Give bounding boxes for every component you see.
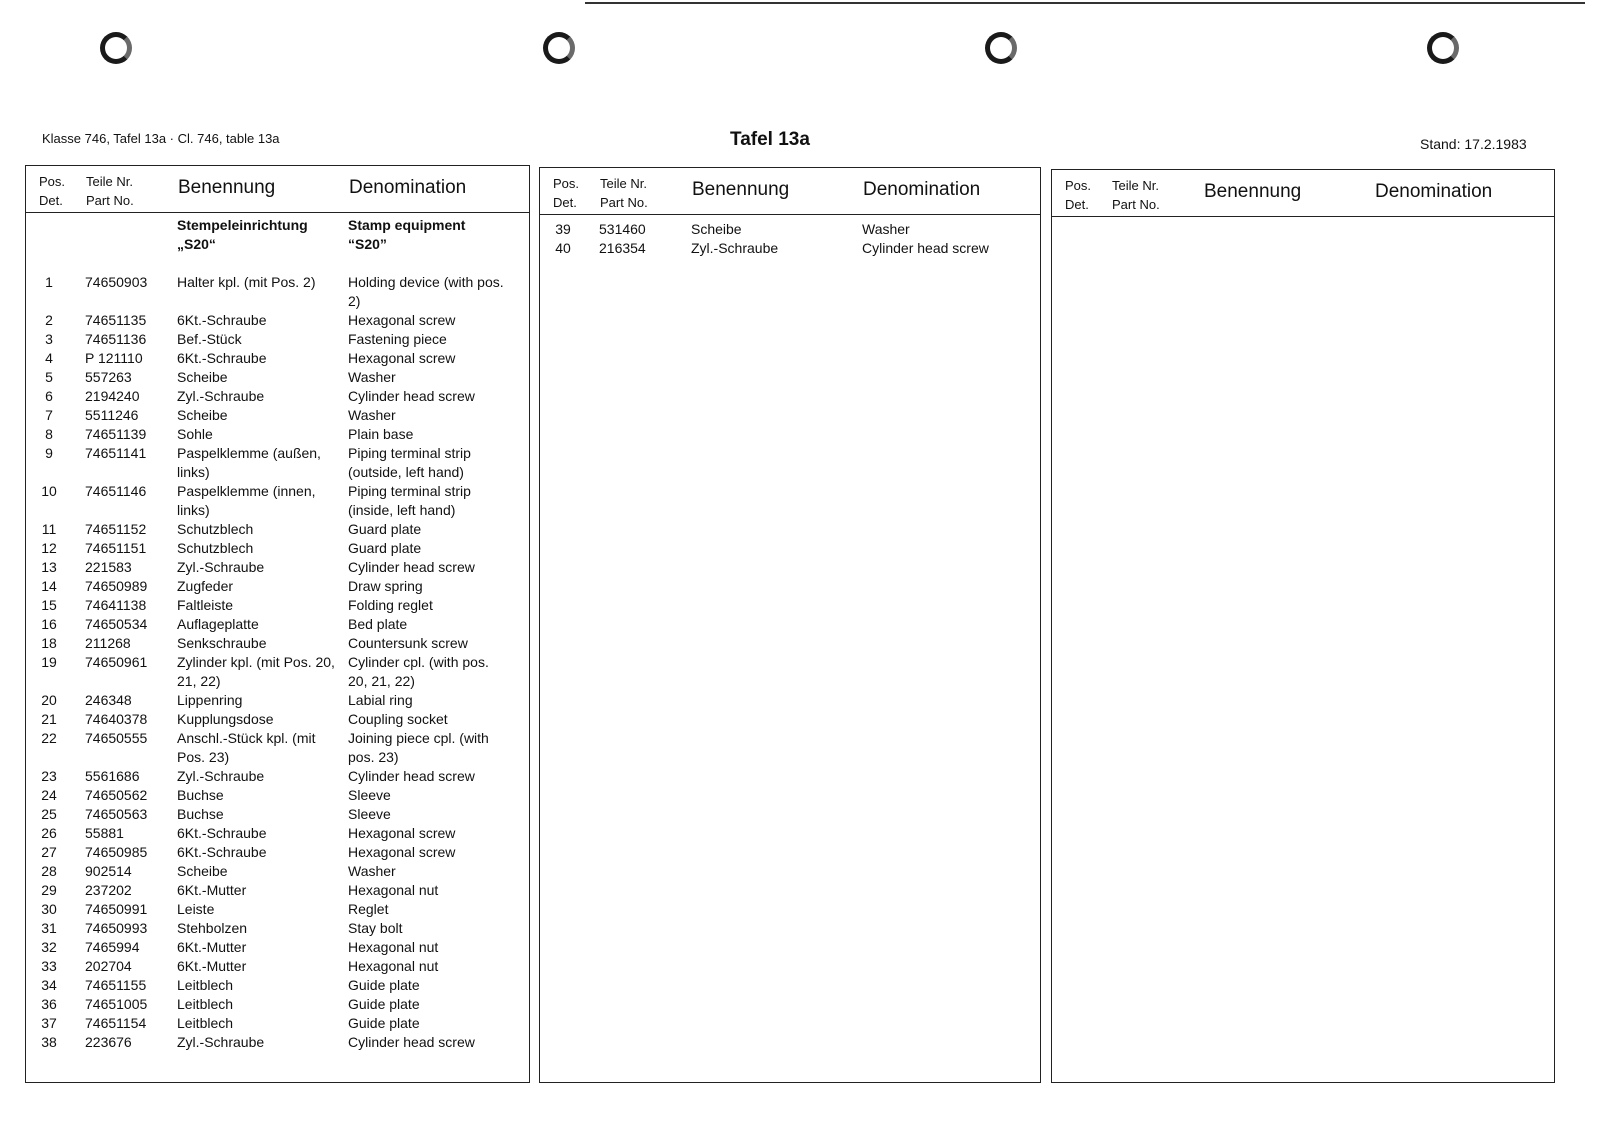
benennung-cell: Leitblech [177,977,234,993]
table-row [26,406,529,425]
denomination-cell: Guard plate [348,540,422,556]
part-no-header: Teile Nr. Part No. [1112,178,1160,212]
part-no-cell: 74650991 [85,901,148,917]
benennung-cell: Zyl.-Schraube [177,559,265,575]
table-row [26,919,529,938]
benennung-cell: 6Kt.-Schraube [177,825,267,841]
pos-cell: 1 [45,274,53,290]
pos-cell: 18 [41,635,57,651]
table-row [540,220,1040,239]
table-row [26,957,529,976]
denomination-cell: Washer [348,863,396,879]
table-row [26,273,529,311]
document-class-label: Klasse 746, Tafel 13a · Cl. 746, table 13a [42,131,280,146]
part-no-cell: 5561686 [85,768,140,784]
pos-cell: 24 [41,787,57,803]
benennung-cell: Scheibe [691,221,742,237]
benennung-cell: Schutzblech [177,521,254,537]
benennung-cell: Paspelklemme (innen, links) [177,483,316,518]
benennung-cell: Schutzblech [177,540,254,556]
benennung-cell: 6Kt.-Mutter [177,958,247,974]
parts-rows [540,220,1040,258]
table-row [26,1014,529,1033]
table-row [26,786,529,805]
pos-cell: 34 [41,977,57,993]
pos-cell: 10 [41,483,57,499]
pos-cell: 30 [41,901,57,917]
section-title-de: Stempeleinrichtung „S20“ [177,217,308,252]
benennung-cell: Scheibe [177,407,228,423]
pos-header: Pos. Det. [39,174,66,208]
denomination-header: Denomination [349,177,467,198]
denomination-cell: Cylinder head screw [862,240,989,256]
table-row [26,938,529,957]
table-header [540,168,1040,215]
punch-hole-icon [985,32,1017,64]
benennung-cell: 6Kt.-Schraube [177,312,267,328]
part-no-cell: 74640378 [85,711,148,727]
table-row [26,634,529,653]
denomination-cell: Cylinder head screw [348,1034,475,1050]
part-no-cell: 557263 [85,369,132,385]
denomination-cell: Coupling socket [348,711,448,727]
part-no-cell: 74650534 [85,616,148,632]
denomination-cell: Piping terminal strip (inside, left hand) [348,483,471,518]
denomination-cell: Hexagonal nut [348,958,439,974]
page-title: Tafel 13a [730,129,810,150]
table-row [26,349,529,368]
table-row [26,482,529,520]
benennung-cell: Scheibe [177,369,228,385]
denomination-cell: Guard plate [348,521,422,537]
table-row [26,767,529,786]
part-no-cell: 74651152 [85,521,147,537]
denomination-cell: Folding reglet [348,597,433,613]
part-no-cell: 211268 [85,635,131,651]
table-row [26,995,529,1014]
benennung-cell: Halter kpl. (mit Pos. 2) [177,274,316,290]
table-row [26,311,529,330]
denomination-cell: Sleeve [348,806,391,822]
denomination-cell: Piping terminal strip (outside, left hand) [348,445,471,480]
denomination-cell: Bed plate [348,616,408,632]
part-no-cell: 74650993 [85,920,148,936]
pos-header: Pos. Det. [553,176,580,210]
parts-table-panel-3 [1051,169,1555,1083]
part-no-cell: P 121110 [85,350,143,366]
punch-hole-icon [543,32,575,64]
denomination-cell: Sleeve [348,787,391,803]
benennung-cell: 6Kt.-Schraube [177,350,267,366]
table-row [26,653,529,691]
part-no-cell: 74650989 [85,578,148,594]
denomination-cell: Washer [348,369,396,385]
part-no-cell: 74651139 [85,426,147,442]
table-row [26,368,529,387]
pos-cell: 5 [45,369,53,385]
part-no-cell: 74651135 [85,312,147,328]
section-title-row [26,216,529,273]
pos-cell: 32 [41,939,57,955]
part-no-cell: 237202 [85,882,132,898]
pos-cell: 23 [41,768,57,784]
benennung-cell: Buchse [177,787,224,803]
benennung-cell: Anschl.-Stück kpl. (mit Pos. 23) [177,730,316,765]
part-no-cell: 74650562 [85,787,148,803]
part-no-cell: 902514 [85,863,132,879]
section-title-en: Stamp equipment “S20” [348,217,466,252]
denomination-cell: Joining piece cpl. (with pos. 23) [348,730,489,765]
part-no-cell: 74651154 [85,1015,147,1031]
pos-cell: 36 [41,996,57,1012]
part-no-cell: 2194240 [85,388,140,404]
pos-cell: 6 [45,388,53,404]
punch-hole-icon [1427,32,1459,64]
denomination-cell: Draw spring [348,578,423,594]
table-row [26,615,529,634]
benennung-cell: Zyl.-Schraube [691,240,779,256]
table-row [26,710,529,729]
benennung-cell: Scheibe [177,863,228,879]
parts-table-panel-2 [539,167,1041,1083]
table-row [26,596,529,615]
part-no-header: Teile Nr. Part No. [86,174,134,208]
pos-cell: 7 [45,407,53,423]
benennung-cell: Leitblech [177,1015,234,1031]
benennung-cell: Buchse [177,806,224,822]
table-row [26,805,529,824]
table-row [26,444,529,482]
benennung-cell: 6Kt.-Mutter [177,882,247,898]
denomination-cell: Hexagonal nut [348,939,439,955]
denomination-cell: Guide plate [348,996,420,1012]
benennung-cell: Faltleiste [177,597,234,613]
pos-cell: 28 [41,863,57,879]
pos-cell: 8 [45,426,53,442]
part-no-cell: 202704 [85,958,132,974]
pos-cell: 9 [45,445,53,461]
pos-cell: 40 [555,240,571,256]
table-body [26,218,529,1052]
benennung-header: Benennung [692,179,790,200]
denomination-cell: Cylinder head screw [348,768,475,784]
benennung-cell: Senkschraube [177,635,267,651]
table-row [26,976,529,995]
denomination-cell: Labial ring [348,692,413,708]
table-row [26,387,529,406]
denomination-cell: Washer [862,221,910,237]
benennung-cell: Zyl.-Schraube [177,768,265,784]
pos-cell: 25 [41,806,57,822]
part-no-cell: 5511246 [85,407,139,423]
pos-cell: 19 [41,654,57,670]
pos-cell: 27 [41,844,57,860]
denomination-cell: Guide plate [348,977,420,993]
pos-cell: 15 [41,597,57,613]
benennung-cell: Paspelklemme (außen, links) [177,445,321,480]
part-no-cell: 55881 [85,825,124,841]
denomination-header: Denomination [1375,181,1493,202]
table-row [26,425,529,444]
denomination-header: Denomination [863,179,981,200]
part-no-cell: 74650985 [85,844,148,860]
benennung-cell: Stehbolzen [177,920,248,936]
benennung-cell: Zugfeder [177,578,234,594]
denomination-cell: Washer [348,407,396,423]
part-no-cell: 74651155 [85,977,147,993]
table-row [26,558,529,577]
table-row [26,539,529,558]
part-no-cell: 216354 [599,240,646,256]
denomination-cell: Cylinder cpl. (with pos. 20, 21, 22) [348,654,489,689]
table-header [1052,170,1554,217]
denomination-cell: Hexagonal screw [348,844,456,860]
benennung-cell: 6Kt.-Mutter [177,939,247,955]
benennung-cell: Zyl.-Schraube [177,388,265,404]
part-no-cell: 74651151 [85,540,147,556]
table-row [26,577,529,596]
benennung-header: Benennung [178,177,276,198]
denomination-cell: Cylinder head screw [348,388,475,404]
part-no-cell: 74650563 [85,806,148,822]
table-body [540,220,1040,258]
table-row [26,824,529,843]
part-no-cell: 74650555 [85,730,148,746]
denomination-cell: Hexagonal nut [348,882,439,898]
table-row [26,330,529,349]
pos-cell: 26 [41,825,57,841]
part-no-cell: 221583 [85,559,132,575]
part-no-cell: 74651005 [85,996,148,1012]
benennung-cell: Auflageplatte [177,616,259,632]
denomination-cell: Guide plate [348,1015,420,1031]
table-row [26,1033,529,1052]
denomination-cell: Plain base [348,426,414,442]
pos-cell: 31 [41,920,57,936]
denomination-cell: Hexagonal screw [348,312,456,328]
denomination-cell: Holding device (with pos. 2) [348,274,504,309]
pos-cell: 13 [41,559,57,575]
part-no-cell: 74651146 [85,483,147,499]
top-rule [585,2,1585,4]
parts-table-panel-1 [25,165,530,1083]
pos-cell: 39 [555,221,571,237]
denomination-cell: Countersunk screw [348,635,468,651]
part-no-cell: 531460 [599,221,646,237]
benennung-cell: Lippenring [177,692,243,708]
benennung-cell: Zylinder kpl. (mit Pos. 20, 21, 22) [177,654,335,689]
part-no-cell: 74650961 [85,654,148,670]
table-row [26,881,529,900]
table-row [26,520,529,539]
part-no-cell: 74651141 [85,445,147,461]
denomination-cell: Hexagonal screw [348,825,456,841]
pos-cell: 16 [41,616,57,632]
pos-cell: 21 [41,711,57,727]
benennung-header: Benennung [1204,181,1302,202]
benennung-cell: Zyl.-Schraube [177,1034,265,1050]
part-no-cell: 74650903 [85,274,148,290]
denomination-cell: Stay bolt [348,920,403,936]
benennung-cell: Bef.-Stück [177,331,242,347]
table-row [26,843,529,862]
punch-hole-icon [100,32,132,64]
pos-cell: 14 [41,578,57,594]
revision-date: Stand: 17.2.1983 [1420,136,1527,152]
table-row [26,900,529,919]
pos-cell: 22 [41,730,57,746]
denomination-cell: Fastening piece [348,331,447,347]
benennung-cell: 6Kt.-Schraube [177,844,267,860]
part-no-cell: 74641138 [85,597,147,613]
pos-cell: 38 [41,1034,57,1050]
pos-cell: 33 [41,958,57,974]
pos-header: Pos. Det. [1065,178,1092,212]
part-no-cell: 246348 [85,692,132,708]
pos-cell: 20 [41,692,57,708]
denomination-cell: Cylinder head screw [348,559,475,575]
table-row [26,862,529,881]
benennung-cell: Leitblech [177,996,234,1012]
denomination-cell: Reglet [348,901,389,917]
part-no-cell: 7465994 [85,939,140,955]
benennung-cell: Leiste [177,901,215,917]
pos-cell: 2 [45,312,53,328]
pos-cell: 4 [45,350,53,366]
pos-cell: 3 [45,331,53,347]
part-no-header: Teile Nr. Part No. [600,176,648,210]
pos-cell: 29 [41,882,57,898]
part-no-cell: 223676 [85,1034,132,1050]
table-row [540,239,1040,258]
table-row [26,691,529,710]
parts-rows [26,273,529,1052]
benennung-cell: Sohle [177,426,213,442]
denomination-cell: Hexagonal screw [348,350,456,366]
pos-cell: 37 [41,1015,57,1031]
part-no-cell: 74651136 [85,331,147,347]
table-row [26,729,529,767]
benennung-cell: Kupplungsdose [177,711,274,727]
table-header [26,166,529,213]
pos-cell: 12 [41,540,57,556]
pos-cell: 11 [41,521,57,537]
